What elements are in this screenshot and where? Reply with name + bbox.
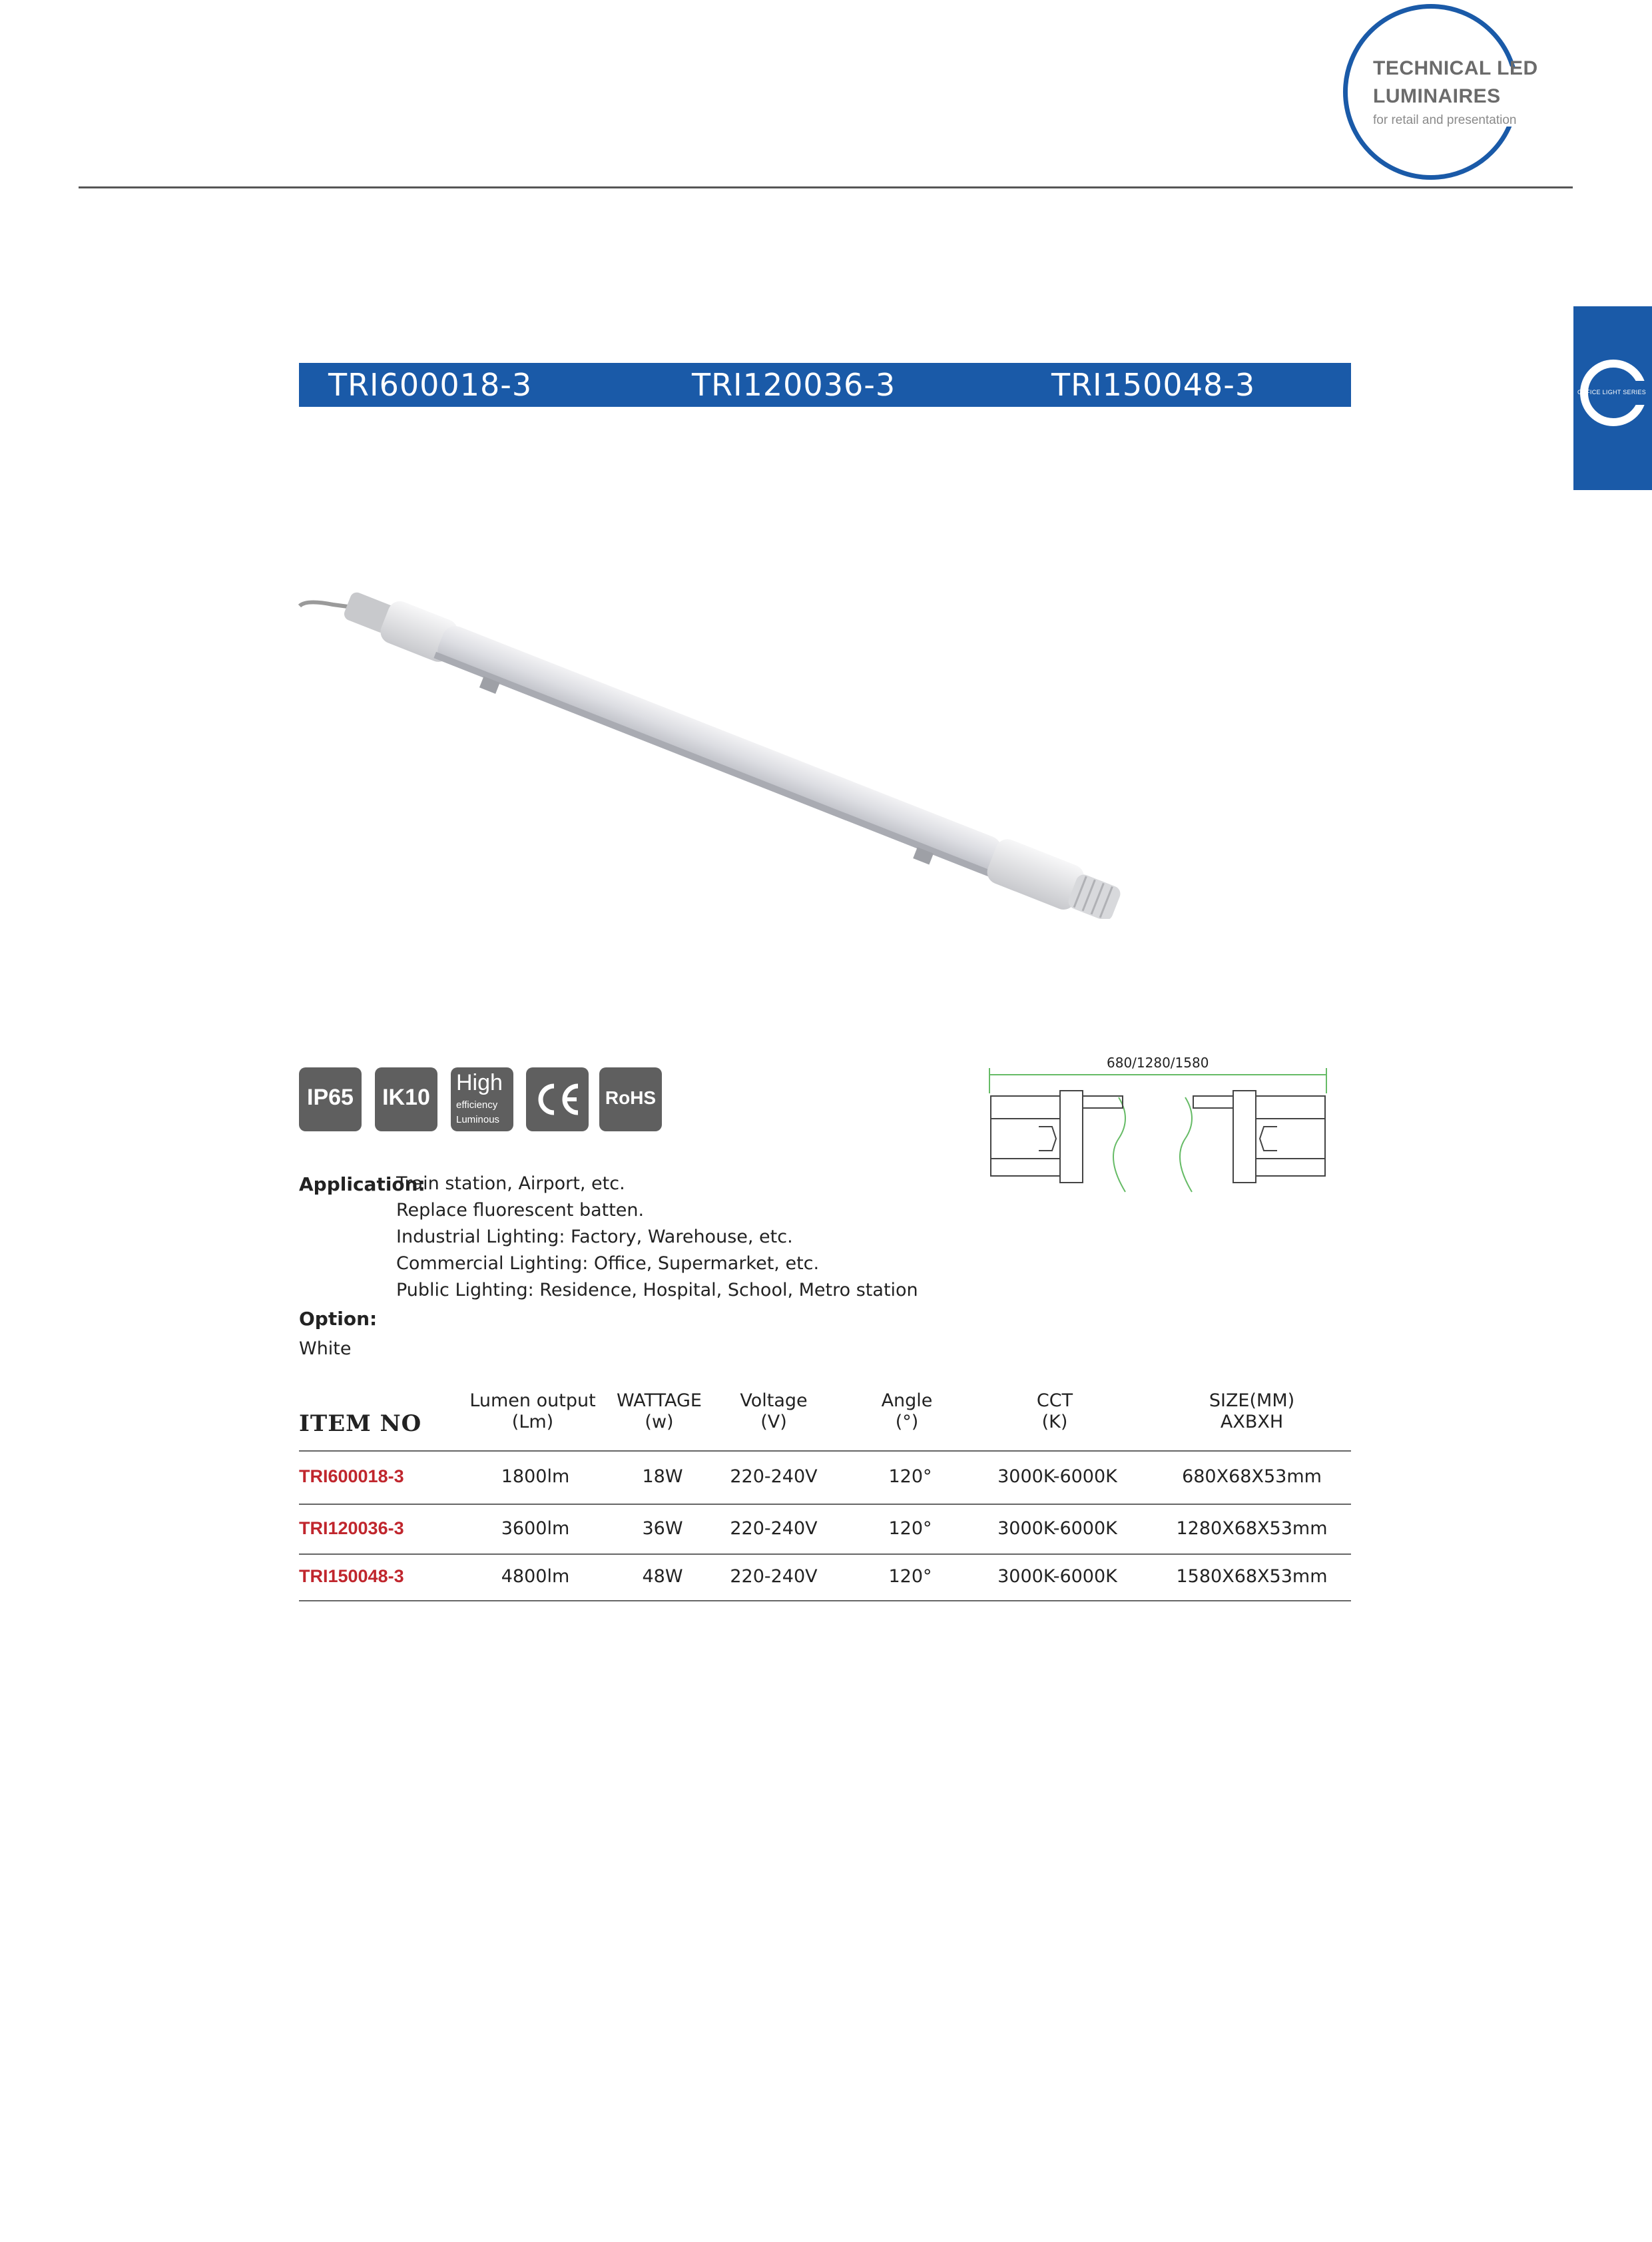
table-row-3-item: TRI150048-3 [299,1566,404,1586]
table-header-size: SIZE(MM) AXBXH [1209,1390,1295,1432]
logo-title [1373,55,1538,111]
logo-line1: TECHNICAL LED [1373,57,1538,79]
banner-model-3: TRI150048-3 [1051,367,1256,403]
application-line-3: Industrial Lighting: Factory, Warehouse, etc. [396,1227,793,1247]
table-row-2-lumen: 3600lm [501,1518,570,1539]
ce-mark-icon [526,1067,589,1131]
dimension-length-label: 680/1280/1580 [1107,1055,1209,1071]
application-line-4: Commercial Lighting: Office, Supermarket, etc. [396,1253,820,1274]
banner-model-2: TRI120036-3 [692,367,896,403]
table-row-3-lumen: 4800lm [501,1566,570,1587]
option-value: White [299,1338,352,1359]
header-divider [79,186,1573,188]
table-row-3-size: 1580X68X53mm [1176,1566,1328,1587]
table-row-1-lumen: 1800lm [501,1466,570,1487]
application-label: Application: [299,1173,425,1195]
table-row-2-size: 1280X68X53mm [1176,1518,1328,1539]
table-row-1-wattage: 18W [642,1466,683,1487]
option-label: Option: [299,1308,378,1330]
table-row-2-voltage: 220-240V [730,1518,818,1539]
table-header-wattage: WATTAGE (w) [617,1390,702,1432]
table-row-3-voltage: 220-240V [730,1566,818,1587]
application-line-1: Train station, Airport, etc. [396,1173,625,1194]
table-header-angle: Angle (°) [881,1390,933,1432]
ik10-badge: IK10 [375,1067,437,1131]
table-rule-2 [299,1553,1351,1555]
ip65-badge: IP65 [299,1067,362,1131]
product-photo [293,573,1185,919]
side-tab-label: OFFICE LIGHT SERIES [1577,389,1647,396]
table-row-2-item: TRI120036-3 [299,1518,404,1538]
table-row-3-angle: 120° [888,1566,932,1587]
table-row-2-cct: 3000K-6000K [997,1518,1117,1539]
table-row-1-angle: 120° [888,1466,932,1487]
application-line-5: Public Lighting: Residence, Hospital, School, Metro station [396,1280,918,1300]
table-row-3-wattage: 48W [642,1566,683,1587]
application-line-2: Replace fluorescent batten. [396,1200,645,1221]
ce-badge [526,1067,589,1131]
led-batten-illustration [300,582,1125,919]
table-header-cct: CCT (K) [1036,1390,1073,1432]
table-row-1-cct: 3000K-6000K [997,1466,1117,1487]
banner-model-1: TRI600018-3 [328,367,533,403]
logo-line2: LUMINAIRES [1373,85,1501,107]
section-side-tab [1573,306,1652,490]
table-row-1-size: 680X68X53mm [1182,1466,1322,1487]
table-header-item-no: ITEM NO [299,1410,422,1437]
dimension-drawing [985,1052,1332,1205]
table-header-voltage: Voltage (V) [740,1390,808,1432]
table-rule-header [299,1450,1351,1452]
table-row-3-cct: 3000K-6000K [997,1566,1117,1587]
logo-tagline: for retail and presentation [1373,113,1517,127]
table-rule-3 [299,1600,1351,1601]
table-row-1-item: TRI600018-3 [299,1466,404,1486]
model-banner [299,363,1351,407]
table-rule-1 [299,1504,1351,1505]
table-header-lumen: Lumen output (Lm) [469,1390,596,1432]
table-row-1-voltage: 220-240V [730,1466,818,1487]
high-efficiency-badge: High efficiency Luminous [451,1067,513,1131]
table-row-2-angle: 120° [888,1518,932,1539]
rohs-badge: RoHS [599,1067,662,1131]
table-row-2-wattage: 36W [642,1518,683,1539]
